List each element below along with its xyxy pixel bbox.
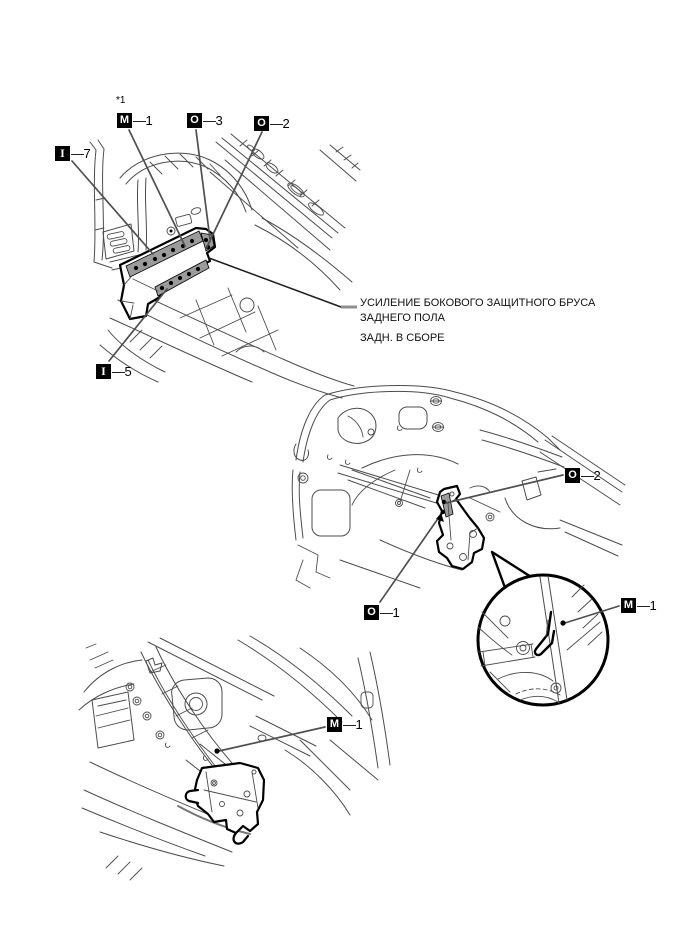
- code-box-o: O: [187, 113, 202, 128]
- code-box-i: I: [55, 146, 70, 161]
- callout-d2-o1: [364, 604, 399, 620]
- code-suffix: —3: [203, 112, 223, 128]
- code-box-m: M: [117, 113, 132, 128]
- callout-d3-m1: [327, 716, 362, 732]
- code-suffix: —1: [343, 716, 363, 732]
- code-suffix: —5: [112, 363, 132, 379]
- code-suffix: —7: [71, 145, 91, 161]
- part-name-line3: ЗАДН. В СБОРЕ: [360, 332, 445, 344]
- part-name-line2: ЗАДНЕГО ПОЛА: [360, 312, 445, 324]
- code-box-o: O: [565, 468, 580, 483]
- callout-d1-i5: [96, 363, 131, 379]
- code-suffix: —2: [270, 115, 290, 131]
- callout-d1-m1: [117, 112, 152, 128]
- callout-d1-o2: [254, 115, 289, 131]
- code-box-o: O: [364, 605, 379, 620]
- code-suffix: —1: [380, 604, 400, 620]
- callout-d1-i7: [55, 145, 90, 161]
- code-box-m: M: [327, 717, 342, 732]
- code-suffix: —2: [581, 467, 601, 483]
- code-box-o: O: [254, 116, 269, 131]
- callout-d2-m1: [621, 597, 656, 613]
- view-rear-floor-reinforcement: [72, 130, 360, 398]
- view-underbody-bracket: [79, 636, 390, 880]
- part-name-line1: УСИЛЕНИЕ БОКОВОГО ЗАЩИТНОГО БРУСА: [360, 297, 596, 309]
- part-name-callout: [360, 296, 630, 346]
- code-box-m: M: [621, 598, 636, 613]
- code-suffix: —1: [637, 597, 657, 613]
- view-rear-panel-bracket: [292, 386, 625, 705]
- code-box-i: I: [96, 364, 111, 379]
- code-suffix: —1: [133, 112, 153, 128]
- callout-d1-o3: [187, 112, 222, 128]
- callout-d2-o2: [565, 467, 600, 483]
- view3-leader-lines: [214, 727, 325, 754]
- footnote-marker: *1: [116, 95, 126, 106]
